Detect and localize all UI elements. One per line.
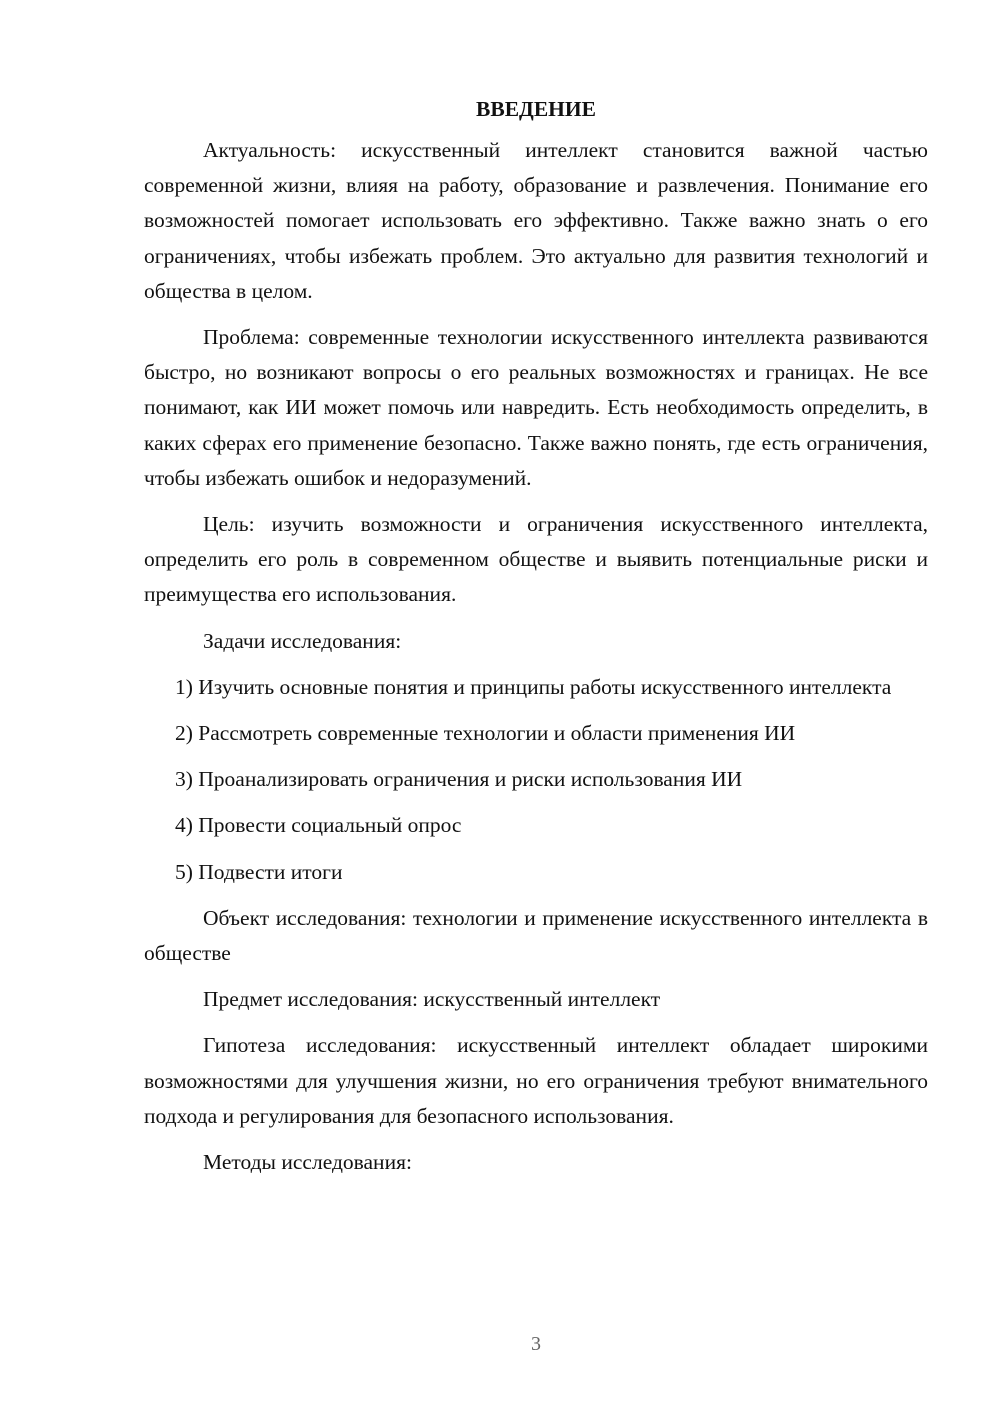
task-item-3: 3) Проанализировать ограничения и риски использования ИИ [175,767,743,792]
tasks-list [144,670,928,890]
research-subject-paragraph: Предмет исследования: искусственный интеллект [203,987,661,1012]
task-item-4: 4) Провести социальный опрос [175,813,462,838]
relevance-paragraph: Актуальность: искусственный интеллект становится важной частью современной жизни, влияя на работу, образование и развлечения. Понимание его возможностей помогает использовать его эффективно. Также важно знать о его ограничениях, чтобы избежать проблем. Это актуально для развития технологий и общества в целом. [144,138,928,303]
goal-paragraph: Цель: изучить возможности и ограничения искусственного интеллекта, определить его роль в современном обществе и выявить потенциальные риски и преимущества его использования. [144,512,928,607]
task-item-5: 5) Подвести итоги [175,859,343,884]
methods-heading: Методы исследования: [203,1150,412,1175]
page-number: 3 [531,1333,541,1355]
hypothesis-paragraph: Гипотеза исследования: искусственный интеллект обладает широкими возможностями для улучшения жизни, но его ограничения требуют внимательного подхода и регулирования для безопасного использования. [144,1033,928,1128]
section-title: ВВЕДЕНИЕ [476,97,596,121]
tasks-heading: Задачи исследования: [203,628,402,653]
page-content [144,92,928,1191]
problem-paragraph: Проблема: современные технологии искусственного интеллекта развиваются быстро, но возникают вопросы о его реальных возможностях и границах. Не все понимают, как ИИ может помочь или навредить. Есть необходимость определить, в каких сферах его применение безопасно. Также важно понять, где есть ограничения, чтобы избежать ошибок и недоразумений. [144,325,928,490]
task-item-2: 2) Рассмотреть современные технологии и области применения ИИ [175,721,796,746]
task-item-1: 1) Изучить основные понятия и принципы работы искусственного интеллекта [175,674,892,699]
research-object-paragraph: Объект исследования: технологии и применение искусственного интеллекта в обществе [144,905,928,966]
